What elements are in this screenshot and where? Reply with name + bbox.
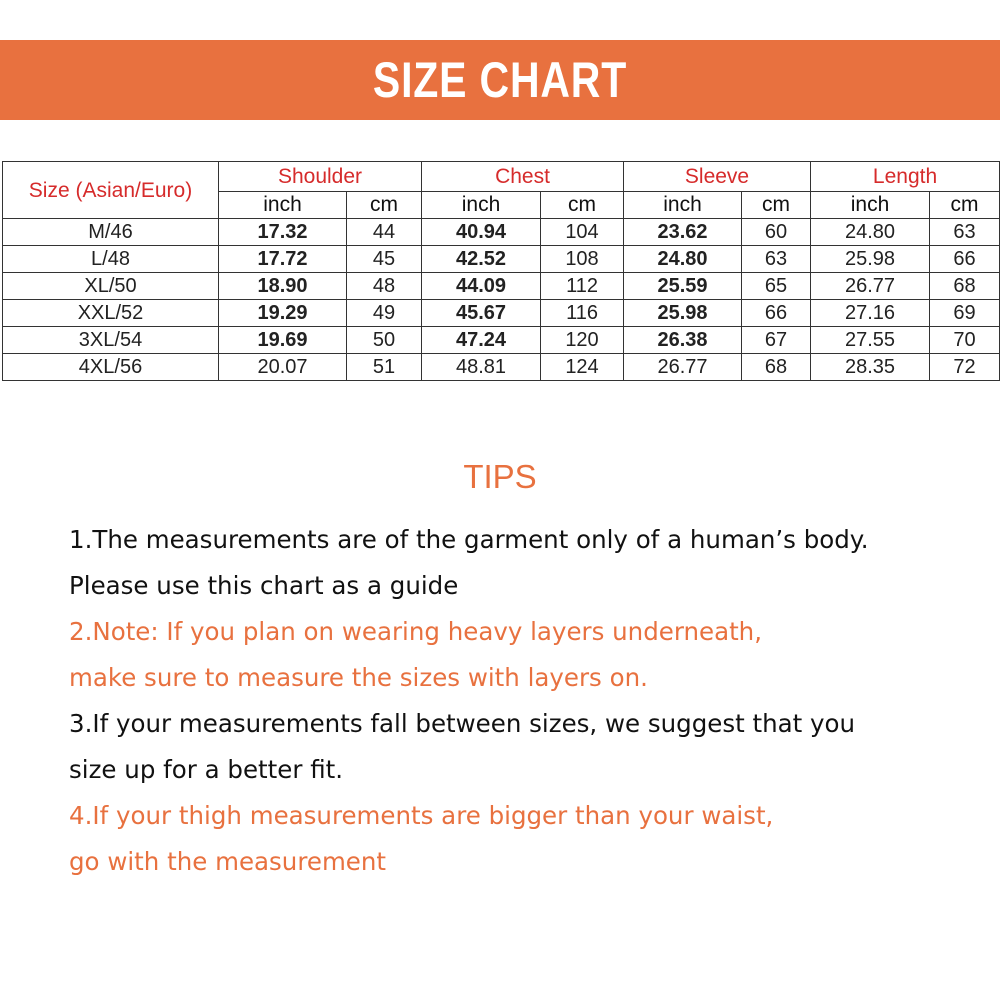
measurement-cell: 66 [930,246,1000,273]
measurement-cell: 24.80 [811,219,930,246]
measurement-cell: 27.55 [811,327,930,354]
table-header-row-groups [3,162,1000,192]
measurement-cell: 44.09 [422,273,541,300]
unit-header: cm [541,192,624,219]
unit-header: cm [930,192,1000,219]
tip-line: 2.Note: If you plan on wearing heavy layers underneath, [69,617,762,646]
measurement-cell: 51 [347,354,422,381]
unit-header: inch [811,192,930,219]
measurement-cell: 25.98 [811,246,930,273]
size-table [2,161,1000,381]
tip-line: 4.If your thigh measurements are bigger than your waist, [69,801,774,830]
tip-line: 3.If your measurements fall between sizes, we suggest that you [69,709,856,738]
measurement-cell: 18.90 [219,273,347,300]
measurement-cell: 26.38 [624,327,742,354]
measurement-cell: 116 [541,300,624,327]
measurement-cell: 25.98 [624,300,742,327]
measurement-cell: 69 [930,300,1000,327]
measurement-cell: 108 [541,246,624,273]
size-column-header: Size (Asian/Euro) [3,162,219,219]
table-body [3,219,1000,381]
group-header-sleeve: Sleeve [624,162,811,192]
measurement-cell: 68 [930,273,1000,300]
measurement-cell: 49 [347,300,422,327]
measurement-cell: 124 [541,354,624,381]
unit-header: inch [422,192,541,219]
measurement-cell: 48.81 [422,354,541,381]
title-banner [0,40,1000,120]
group-header-shoulder: Shoulder [219,162,422,192]
measurement-cell: 27.16 [811,300,930,327]
size-label-cell: XXL/52 [3,300,219,327]
measurement-cell: 70 [930,327,1000,354]
size-label-cell: XL/50 [3,273,219,300]
measurement-cell: 20.07 [219,354,347,381]
unit-header: cm [742,192,811,219]
measurement-cell: 26.77 [811,273,930,300]
measurement-cell: 60 [742,219,811,246]
measurement-cell: 19.69 [219,327,347,354]
measurement-cell: 112 [541,273,624,300]
measurement-cell: 17.32 [219,219,347,246]
table-row [3,354,1000,381]
measurement-cell: 63 [930,219,1000,246]
table-row [3,327,1000,354]
measurement-cell: 19.29 [219,300,347,327]
measurement-cell: 68 [742,354,811,381]
unit-header: inch [624,192,742,219]
measurement-cell: 66 [742,300,811,327]
measurement-cell: 25.59 [624,273,742,300]
size-label-cell: M/46 [3,219,219,246]
measurement-cell: 17.72 [219,246,347,273]
measurement-cell: 23.62 [624,219,742,246]
measurement-cell: 65 [742,273,811,300]
measurement-cell: 45 [347,246,422,273]
measurement-cell: 45.67 [422,300,541,327]
size-label-cell: 3XL/54 [3,327,219,354]
measurement-cell: 47.24 [422,327,541,354]
tip-line: go with the measurement [69,847,387,876]
group-header-chest: Chest [422,162,624,192]
measurement-cell: 67 [742,327,811,354]
table-row [3,273,1000,300]
measurement-cell: 26.77 [624,354,742,381]
tip-line: size up for a better fit. [69,755,344,784]
group-header-length: Length [811,162,1000,192]
measurement-cell: 50 [347,327,422,354]
tip-line: 1.The measurements are of the garment only of a human’s body. [69,525,869,554]
size-label-cell: L/48 [3,246,219,273]
measurement-cell: 40.94 [422,219,541,246]
measurement-cell: 42.52 [422,246,541,273]
measurement-cell: 72 [930,354,1000,381]
measurement-cell: 24.80 [624,246,742,273]
measurement-cell: 104 [541,219,624,246]
measurement-cell: 48 [347,273,422,300]
unit-header: cm [347,192,422,219]
table-row [3,300,1000,327]
tip-line: Please use this chart as a guide [69,571,459,600]
unit-header: inch [219,192,347,219]
table-row [3,246,1000,273]
size-label-cell: 4XL/56 [3,354,219,381]
measurement-cell: 120 [541,327,624,354]
tips-title: TIPS [463,458,537,495]
measurement-cell: 44 [347,219,422,246]
tip-line: make sure to measure the sizes with layers on. [69,663,648,692]
page-title: SIZE CHART [372,52,628,108]
measurement-cell: 63 [742,246,811,273]
measurement-cell: 28.35 [811,354,930,381]
table-row [3,219,1000,246]
